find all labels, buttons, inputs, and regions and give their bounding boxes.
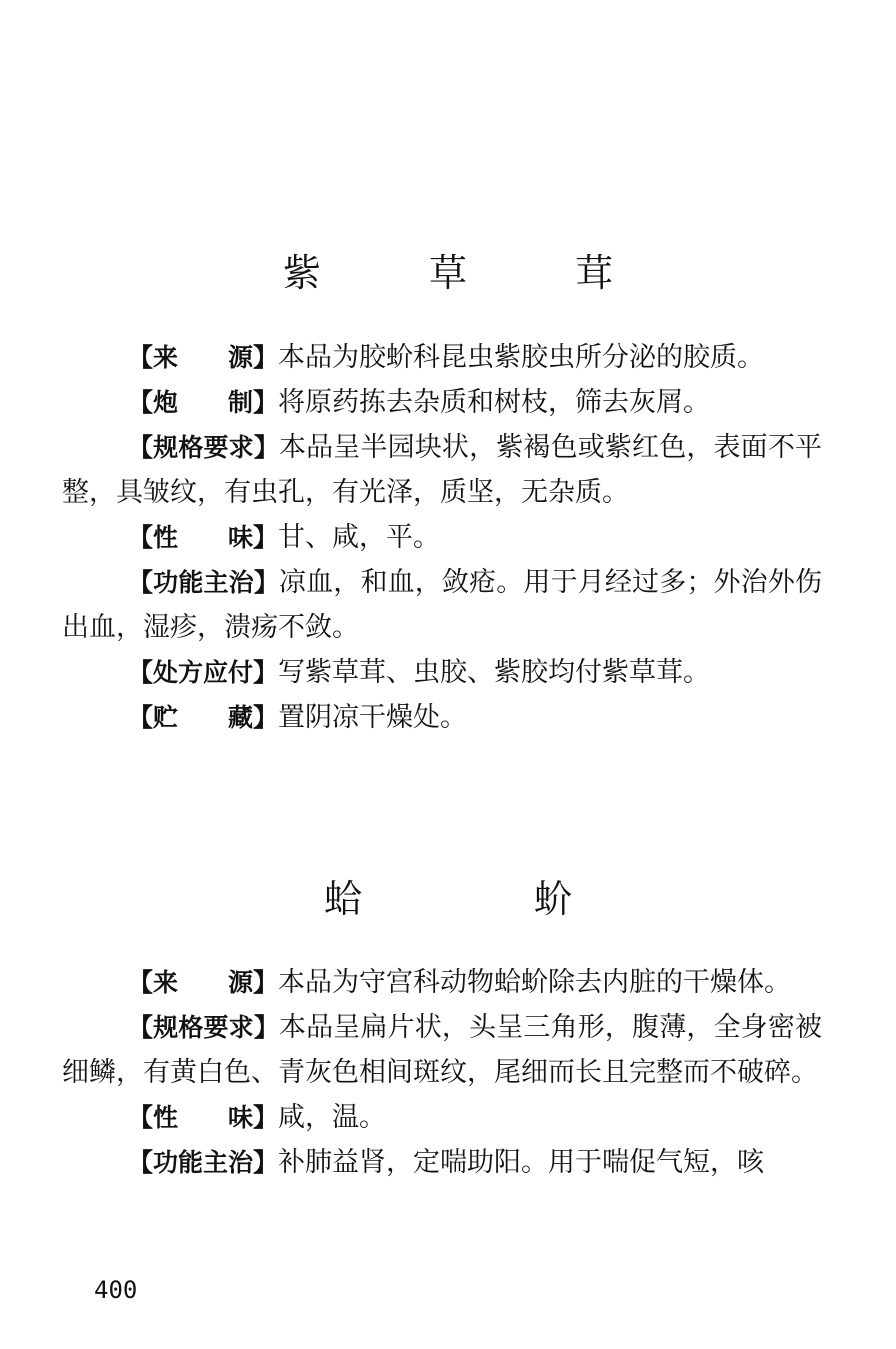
entry-text: 将原药拣去杂质和树枝，筛去灰屑。 — [278, 387, 711, 418]
entry-function — [62, 560, 822, 650]
entry-text: 置阴凉干燥处。 — [278, 702, 468, 733]
page-number: 400 — [94, 1276, 138, 1304]
section-title-zicaorong: 紫 草 茸 — [282, 251, 662, 295]
entry-label: 【规格要求】 — [128, 1013, 279, 1042]
entry-label: 【规格要求】 — [128, 433, 279, 462]
entry-label: 【性 味】 — [128, 1103, 279, 1132]
entry-source — [62, 960, 822, 1005]
entry-source — [62, 335, 822, 380]
entry-text: 凉血，和血，敛疮。用于月经过多；外治外伤出血，湿疹，溃疡不敛。 — [62, 567, 822, 643]
entry-text: 本品为胶蚧科昆虫紫胶虫所分泌的胶质。 — [278, 342, 765, 373]
entry-text: 本品呈半园块状，紫褐色或紫红色，表面不平整，具皱纹，有虫孔，有光泽，质坚，无杂质。 — [62, 432, 822, 508]
section-title-gejie: 蛤 蚧 — [323, 877, 653, 921]
entry-label: 【功能主治】 — [128, 568, 279, 597]
entry-text: 本品呈扁片状，头呈三角形，腹薄，全身密被细鳞，有黄白色、青灰色相间斑纹，尾细而长且完整而不破碎。 — [62, 1012, 822, 1088]
entry-specification — [62, 1005, 822, 1095]
entry-specification — [62, 425, 822, 515]
entry-function — [62, 1140, 822, 1185]
entry-label: 【贮 藏】 — [128, 703, 279, 732]
entry-processing — [62, 380, 822, 425]
entry-label: 【炮 制】 — [128, 388, 279, 417]
entry-text: 补肺益肾，定喘助阳。用于喘促气短，咳 — [278, 1147, 765, 1178]
entry-taste — [62, 1095, 822, 1140]
entry-text: 咸，温。 — [278, 1102, 387, 1133]
entry-label: 【来 源】 — [128, 968, 279, 997]
section-entries-zicaorong — [62, 335, 822, 740]
entry-text: 写紫草茸、虫胶、紫胶均付紫草茸。 — [278, 657, 711, 688]
entry-prescription — [62, 650, 822, 695]
entry-label: 【功能主治】 — [128, 1148, 279, 1177]
entry-text: 本品为守宫科动物蛤蚧除去内脏的干燥体。 — [278, 967, 792, 998]
section-entries-gejie — [62, 960, 822, 1185]
entry-storage — [62, 695, 822, 740]
entry-label: 【处方应付】 — [128, 658, 279, 687]
entry-label: 【性 味】 — [128, 523, 279, 552]
entry-text: 甘、咸，平。 — [278, 522, 441, 553]
entry-label: 【来 源】 — [128, 343, 279, 372]
entry-taste — [62, 515, 822, 560]
